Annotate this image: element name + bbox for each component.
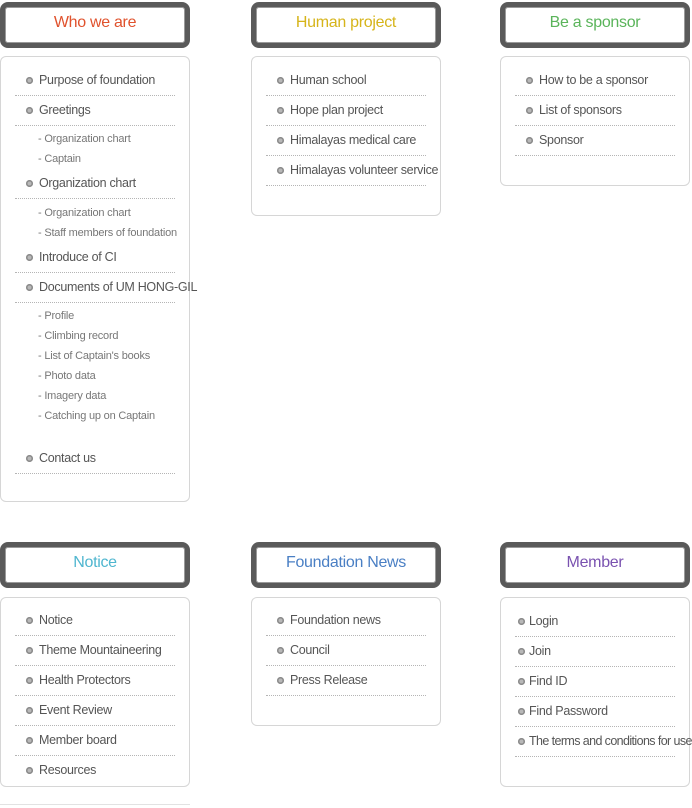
submenu-item[interactable]: - Organization chart (38, 133, 131, 145)
menu-item-label: Find ID (529, 674, 568, 688)
bullet-icon (526, 107, 533, 114)
bullet-icon (277, 617, 284, 624)
bullet-icon (277, 77, 284, 84)
divider (15, 755, 175, 756)
bullet-icon (518, 708, 525, 715)
be-a-sponsor-title: Be a sponsor (549, 14, 641, 31)
bullet-icon (518, 648, 525, 655)
submenu-item[interactable]: - Imagery data (38, 390, 107, 402)
menu-item-label: Find Password (529, 704, 608, 718)
human-project-title: Human project (295, 14, 397, 31)
bullet-icon (277, 647, 284, 654)
who-we-are-panel (0, 56, 198, 502)
bullet-icon (26, 617, 33, 624)
bullet-icon (277, 677, 284, 684)
be-a-sponsor-panel (500, 56, 690, 186)
menu-item-label: Health Protectors (39, 673, 131, 687)
divider (15, 272, 175, 273)
divider (15, 302, 175, 303)
menu-item-label: Documents of UM HONG-GIL (39, 280, 198, 294)
divider (15, 95, 175, 96)
divider (15, 473, 175, 474)
divider (15, 695, 175, 696)
divider (266, 665, 426, 666)
panel-bottom-edge (0, 804, 190, 808)
submenu-item[interactable]: - Photo data (38, 370, 96, 382)
bullet-icon (26, 180, 33, 187)
submenu-item[interactable]: - Organization chart (38, 207, 131, 219)
notice-title: Notice (73, 554, 117, 571)
divider (266, 185, 426, 186)
divider (15, 125, 175, 126)
menu-item-label: List of sponsors (539, 103, 622, 117)
submenu-item[interactable]: - List of Captain's books (38, 350, 151, 362)
divider (15, 198, 175, 199)
divider (515, 726, 675, 727)
bullet-icon (277, 167, 284, 174)
menu-item-label: Hope plan project (290, 103, 383, 117)
bullet-icon (26, 677, 33, 684)
divider (266, 125, 426, 126)
divider (515, 95, 675, 96)
divider (515, 125, 675, 126)
notice-panel (0, 597, 190, 787)
bullet-icon (518, 618, 525, 625)
menu-item-label: Theme Mountaineering (39, 643, 162, 657)
divider (515, 756, 675, 757)
bullet-icon (26, 107, 33, 114)
divider (266, 95, 426, 96)
bullet-icon (26, 707, 33, 714)
foundation-news-panel (251, 597, 441, 726)
submenu-item[interactable]: - Staff members of foundation (38, 227, 177, 239)
bullet-icon (26, 737, 33, 744)
who-we-are-title: Who we are (53, 14, 137, 31)
menu-item-label: Sponsor (539, 133, 584, 147)
divider (266, 695, 426, 696)
menu-item-label: The terms and conditions for use (529, 734, 692, 748)
member-title: Member (566, 554, 624, 571)
human-project-panel (251, 56, 441, 216)
divider (15, 725, 175, 726)
bullet-icon (526, 137, 533, 144)
menu-item-label: Introduce of CI (39, 250, 117, 264)
human-project-header[interactable] (251, 2, 441, 48)
menu-item-label: Human school (290, 73, 367, 87)
menu-item-label: Contact us (39, 451, 96, 465)
bullet-icon (26, 455, 33, 462)
divider (515, 696, 675, 697)
divider (15, 635, 175, 636)
bullet-icon (26, 284, 33, 291)
menu-item-label: Resources (39, 763, 97, 777)
who-we-are-header[interactable] (0, 2, 190, 48)
member-panel (500, 597, 690, 787)
menu-item-label: Member board (39, 733, 117, 747)
divider (515, 636, 675, 637)
menu-item-label: Purpose of foundation (39, 73, 156, 87)
menu-item-label: Himalayas medical care (290, 133, 417, 147)
menu-item-label: Himalayas volunteer service (290, 163, 439, 177)
menu-item-label: Council (290, 643, 330, 657)
menu-item-label: Join (529, 644, 551, 658)
menu-item-label: Event Review (39, 703, 112, 717)
submenu-item[interactable]: - Captain (38, 153, 81, 165)
menu-item-label: Organization chart (39, 176, 136, 190)
bullet-icon (518, 738, 525, 745)
bullet-icon (26, 647, 33, 654)
foundation-news-title: Foundation News (285, 554, 407, 571)
notice-header[interactable] (0, 542, 190, 588)
bullet-icon (526, 77, 533, 84)
menu-item-label: Notice (39, 613, 73, 627)
divider (266, 635, 426, 636)
bullet-icon (518, 678, 525, 685)
menu-item-label: Press Release (290, 673, 368, 687)
submenu-item[interactable]: - Catching up on Captain (38, 410, 155, 422)
foundation-news-header[interactable] (251, 542, 441, 588)
divider (515, 666, 675, 667)
menu-item-label: How to be a sponsor (539, 73, 648, 87)
bullet-icon (26, 77, 33, 84)
submenu-item[interactable]: - Climbing record (38, 330, 119, 342)
bullet-icon (277, 107, 284, 114)
be-a-sponsor-header[interactable] (500, 2, 690, 48)
submenu-item[interactable]: - Profile (38, 310, 75, 322)
menu-item-label: Foundation news (290, 613, 381, 627)
bullet-icon (26, 767, 33, 774)
divider (515, 155, 675, 156)
menu-item-label: Login (529, 614, 559, 628)
divider (266, 155, 426, 156)
bullet-icon (26, 254, 33, 261)
divider (15, 665, 175, 666)
member-header[interactable] (500, 542, 690, 588)
menu-item-label: Greetings (39, 103, 91, 117)
bullet-icon (277, 137, 284, 144)
